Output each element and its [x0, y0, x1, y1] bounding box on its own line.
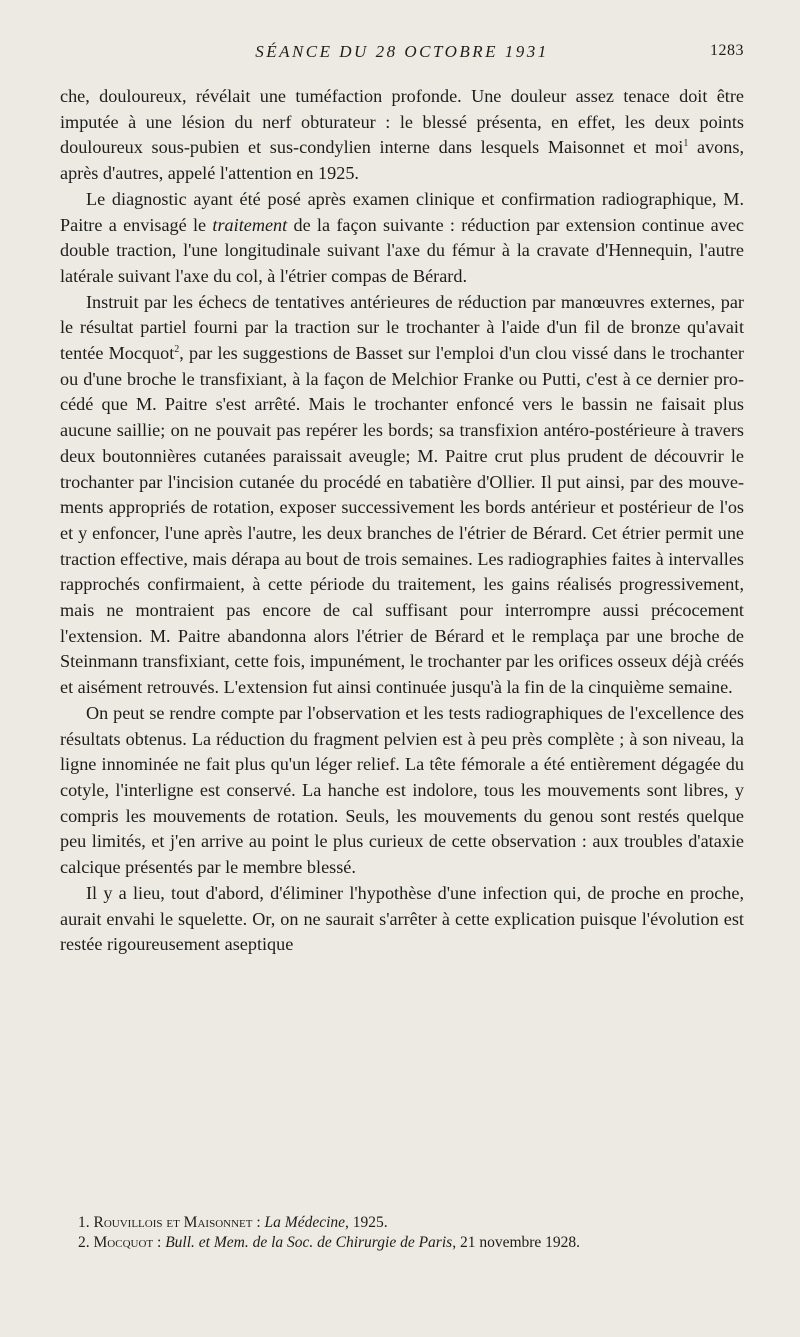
paragraph-3-text-after: , par les suggestions de Basset sur l'emploi d'un clou vissé dans le trochanter ou d'une broche le transfixiant, à la façon de Melchior Franke ou Putti, c'est à ce dernier procédé que M. Paitre s'est arrêté. Mais le trochanter enfoncé vers le bassin ne faisait plus aucune saillie; on ne pouvait pas repérer les bords; sa transfixion antéro-postérieure à travers deux boutonnières cutanées paraissait aveugle; M. Paitre crut plus prudent de découvrir le trochanter par l'incision cutanée du procédé en tabatière d'Ollier. Il put ainsi, par des mouvements appropriés de rotation, exposer successivement les bords antérieur et postérieur de l'os et y enfoncer, l'une après l'autre, les deux branches de l'étrier de Bérard. Cet étrier permit une traction effective, mais dérapa au bout de trois semaines. Les radiographies faites à intervalles rapprochés confirmaient, à cette période du traitement, les gains réalisés progressivement, mais ne montraient pas encore de cal suffisant pour interrompre aussi précocement l'extension. M. Paitre abandonna alors l'étrier de Bérard et le remplaça par une broche de Steinmann transfixiant, cette fois, impunément, le trochanter par les orifices osseux déjà créés et aisément retrouvés. L'extension fut ainsi continuée jusqu'à la fin de la cinquième semaine.	[60, 343, 744, 698]
footnote-1-authors: Rouvillois et Maisonnet	[93, 1214, 253, 1231]
footnote-2-sep: :	[153, 1234, 166, 1251]
paragraph-2-text-after: de la façon suivante : réduction par extension continue avec double traction, l'une longitudinale suivant l'axe du fémur à la cravate d'Hennequin, l'autre latérale suivant l'axe du col, à l'étrier compas de Bérard.	[60, 214, 744, 286]
footnotes	[60, 1213, 744, 1253]
paragraph-2-italic: traitement	[212, 214, 288, 235]
paragraph-4	[60, 701, 744, 881]
paragraph-3-text: Instruit par les échecs de tentatives antérieures de réduction par manœuvres externes, par le résultat partiel fourni par la traction sur le trochanter à l'aide d'un fil de bronze qu'avait tentée Mocquot	[60, 291, 744, 364]
paragraph-3	[60, 290, 744, 701]
footnote-2-rest: , 21 novembre 1928.	[452, 1234, 581, 1251]
paragraph-1-text: che, douloureux, révélait une tuméfaction profonde. Une douleur assez tenace doit être imputée à une lésion du nerf obturateur : le blessé présenta, en effet, les deux points douloureux sous-pubien et sus-condylien interne dans lesquels Maisonnet et moi	[60, 86, 744, 158]
paragraph-5	[60, 881, 744, 958]
footnote-ref-1: 1	[683, 138, 689, 150]
footnote-2	[60, 1233, 744, 1253]
page-number: 1283	[710, 42, 744, 59]
footnote-1-sep: :	[252, 1214, 265, 1231]
body-text	[60, 84, 744, 958]
paragraph-2	[60, 187, 744, 290]
paragraph-1-text-after: avons, après d'autres, appelé l'attention en 1925.	[60, 137, 744, 184]
footnote-2-authors: Mocquot	[93, 1234, 154, 1251]
footnote-2-work: Bull. et Mem. de la Soc. de Chirurgie de Paris	[165, 1234, 453, 1251]
paragraph-2-text-before: Le diagnostic ayant été posé après examen clinique et confirmation radiographique, M. Paitre a envisagé le	[60, 188, 744, 235]
footnote-1-rest: , 1925.	[345, 1214, 388, 1231]
paragraph-5-text: Il y a lieu, tout d'abord, d'éliminer l'hypothèse d'une infection qui, de proche en proche, aurait envahi le squelette. Or, on ne saurait s'arrêter à cette explication puisque l'évolution est restée rigoureusement aseptique	[60, 882, 744, 955]
paragraph-1	[60, 84, 744, 187]
footnote-1-number: 1.	[78, 1214, 90, 1231]
footnote-1-work: La Médecine	[264, 1214, 346, 1231]
footnote-1	[60, 1213, 744, 1233]
paragraph-4-text: On peut se rendre compte par l'observation et les tests radiographiques de l'excellence des résultats obtenus. La réduction du fragment pelvien est à peu près complète ; à son niveau, la ligne innominée ne fait plus qu'un léger relief. La tête fémorale a été entièrement dégagée du cotyle, l'interligne est conservé. La hanche est indolore, tous les mouvements sont libres, y compris les mouvements de rotation. Seuls, les mouvements du genou sont restés quelque peu limités, et j'en arrive au point le plus curieux de cette observation : aux troubles d'ataxie calcique présentés par le membre blessé.	[60, 702, 744, 878]
footnote-2-number: 2.	[78, 1234, 90, 1251]
page-header	[60, 42, 744, 68]
footnote-ref-2: 2	[174, 343, 180, 355]
running-head: SÉANCE DU 28 OCTOBRE 1931	[255, 42, 549, 61]
